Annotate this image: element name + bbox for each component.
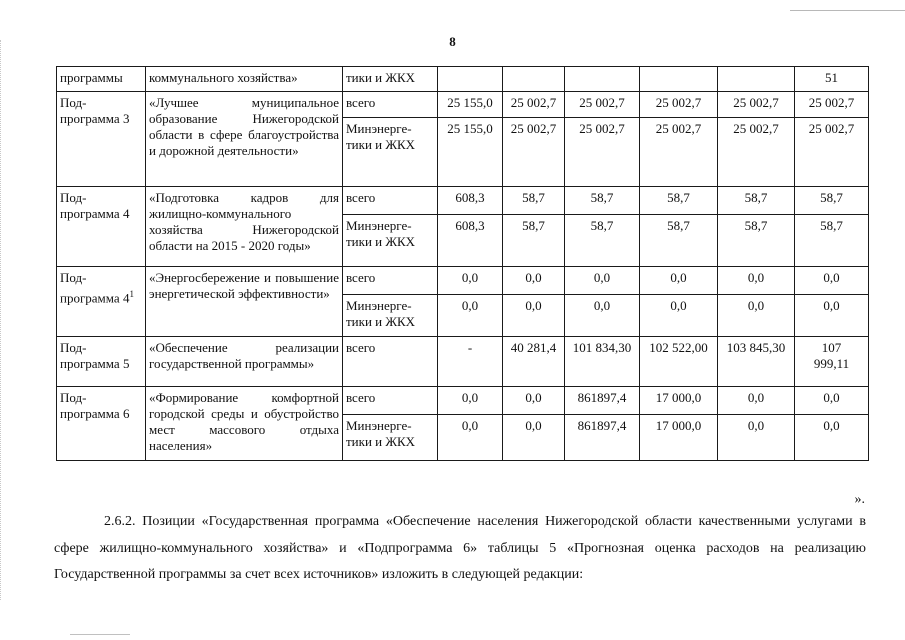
amount-cell: 25 002,7 xyxy=(503,118,565,187)
amount-cell: 58,7 xyxy=(718,187,795,215)
amount-cell xyxy=(503,67,565,92)
program-label: Под-программа 4 xyxy=(60,190,130,221)
subprogram-name: «Формирование комфортной городской среды и обустройство мест массового отдыха населения» xyxy=(146,387,343,461)
amount-cell: 0,0 xyxy=(640,295,718,337)
program-cell xyxy=(57,92,146,187)
program-superscript: 1 xyxy=(129,289,134,299)
amount-cell: 608,3 xyxy=(438,215,503,267)
program-label: Под-программа 6 xyxy=(60,390,130,421)
amount-cell: 17 000,0 xyxy=(640,387,718,415)
program-label: программы xyxy=(60,70,123,85)
funding-source: Минэнерге-тики и ЖКХ xyxy=(343,295,438,337)
table-row xyxy=(57,387,869,415)
amount-cell: 25 002,7 xyxy=(565,92,640,118)
funding-source: всего xyxy=(343,267,438,295)
scan-edge-line xyxy=(0,40,1,600)
subprogram-name: «Лучшее муниципальное образование Нижегородской области в сфере благоустройства и дорожной деятельности» xyxy=(146,92,343,187)
table-row xyxy=(57,337,869,387)
amount-cell: 107 999,11 xyxy=(795,337,869,387)
amount-cell: 0,0 xyxy=(565,295,640,337)
amount-cell: 25 002,7 xyxy=(565,118,640,187)
scan-edge-line xyxy=(790,10,905,11)
amount-cell: 0,0 xyxy=(438,387,503,415)
amount-cell: 25 155,0 xyxy=(438,92,503,118)
amount-cell xyxy=(565,67,640,92)
amount-cell: 861897,4 xyxy=(565,387,640,415)
amount-cell xyxy=(438,67,503,92)
closing-quote: ». xyxy=(854,492,865,507)
amount-cell: 0,0 xyxy=(503,267,565,295)
table-row xyxy=(57,92,869,118)
amount-cell xyxy=(718,67,795,92)
subprogram-name: «Энергосбережение и повышение энергетической эффективности» xyxy=(146,267,343,337)
program-label: Под-программа 4 xyxy=(60,270,130,306)
funding-source: всего xyxy=(343,337,438,387)
funding-source: всего xyxy=(343,92,438,118)
amount-cell: 0,0 xyxy=(795,415,869,461)
amount-cell: 58,7 xyxy=(565,187,640,215)
amount-cell: 25 002,7 xyxy=(795,118,869,187)
funding-source: тики и ЖКХ xyxy=(343,67,438,92)
amount-cell: 0,0 xyxy=(718,295,795,337)
amount-cell: 0,0 xyxy=(718,267,795,295)
amount-cell: 0,0 xyxy=(438,267,503,295)
amount-cell: 103 845,30 xyxy=(718,337,795,387)
table-row xyxy=(57,67,869,92)
program-cell xyxy=(57,387,146,461)
amount-cell: 25 002,7 xyxy=(503,92,565,118)
funding-source: всего xyxy=(343,187,438,215)
subprogram-name: «Подготовка кадров для жилищно-коммунального хозяйства Нижегородской области на 2015 - 2020 годы» xyxy=(146,187,343,267)
amount-cell: 0,0 xyxy=(438,415,503,461)
funding-source: всего xyxy=(343,387,438,415)
amount-cell: 608,3 xyxy=(438,187,503,215)
program-label: Под-программа 3 xyxy=(60,95,130,126)
program-label: Под-программа 5 xyxy=(60,340,130,371)
amount-cell: 0,0 xyxy=(718,387,795,415)
amount-cell: 25 002,7 xyxy=(640,118,718,187)
amount-cell: 25 002,7 xyxy=(795,92,869,118)
amount-cell: 0,0 xyxy=(565,267,640,295)
amount-cell xyxy=(640,67,718,92)
amount-cell: 0,0 xyxy=(503,295,565,337)
amount-cell: 101 834,30 xyxy=(565,337,640,387)
amount-cell: 17 000,0 xyxy=(640,415,718,461)
funding-source: Минэнерге-тики и ЖКХ xyxy=(343,215,438,267)
subprogram-name: «Обеспечение реализации государственной программы» xyxy=(146,337,343,387)
amount-cell: 51 xyxy=(795,67,869,92)
amount-cell: 0,0 xyxy=(795,267,869,295)
amount-cell: 58,7 xyxy=(795,187,869,215)
amount-cell: 0,0 xyxy=(503,415,565,461)
amount-cell: 58,7 xyxy=(640,187,718,215)
amount-cell: 0,0 xyxy=(718,415,795,461)
amount-cell: 0,0 xyxy=(795,295,869,337)
amount-cell: 58,7 xyxy=(795,215,869,267)
amount-cell: 40 281,4 xyxy=(503,337,565,387)
program-cell xyxy=(57,187,146,267)
amount-cell: 25 002,7 xyxy=(718,92,795,118)
amount-cell: 58,7 xyxy=(565,215,640,267)
amount-cell: 861897,4 xyxy=(565,415,640,461)
subprogram-name: коммунального хозяйства» xyxy=(146,67,343,92)
amount-cell: 58,7 xyxy=(718,215,795,267)
amount-cell: 25 002,7 xyxy=(640,92,718,118)
funding-source: Минэнерге-тики и ЖКХ xyxy=(343,415,438,461)
body-paragraph: 2.6.2. Позиции «Государственная программа «Обеспечение населения Нижегородской области качественными услугами в сфере жилищно-коммунального хозяйства» и «Подпрограмма 6» таблицы 5 «Прогнозная оценка расходов на реализацию Государственной программы за счет всех источников» изложить в следующей редакции: xyxy=(54,514,866,582)
amount-cell: 25 002,7 xyxy=(718,118,795,187)
amount-cell: 0,0 xyxy=(503,387,565,415)
amount-cell: 25 155,0 xyxy=(438,118,503,187)
program-cell xyxy=(57,267,146,337)
program-cell xyxy=(57,337,146,387)
amount-cell: 58,7 xyxy=(503,215,565,267)
amount-cell: 0,0 xyxy=(795,387,869,415)
amount-cell: 58,7 xyxy=(640,215,718,267)
amount-cell: - xyxy=(438,337,503,387)
amount-cell: 0,0 xyxy=(640,267,718,295)
amount-cell: 0,0 xyxy=(438,295,503,337)
table-row xyxy=(57,187,869,215)
page-number: 8 xyxy=(449,34,456,49)
expenses-table xyxy=(56,66,869,461)
funding-source: Минэнерге-тики и ЖКХ xyxy=(343,118,438,187)
amount-cell: 102 522,00 xyxy=(640,337,718,387)
table-body xyxy=(57,67,869,461)
amount-cell: 58,7 xyxy=(503,187,565,215)
program-cell xyxy=(57,67,146,92)
table-row xyxy=(57,267,869,295)
scan-edge-line xyxy=(70,634,130,635)
